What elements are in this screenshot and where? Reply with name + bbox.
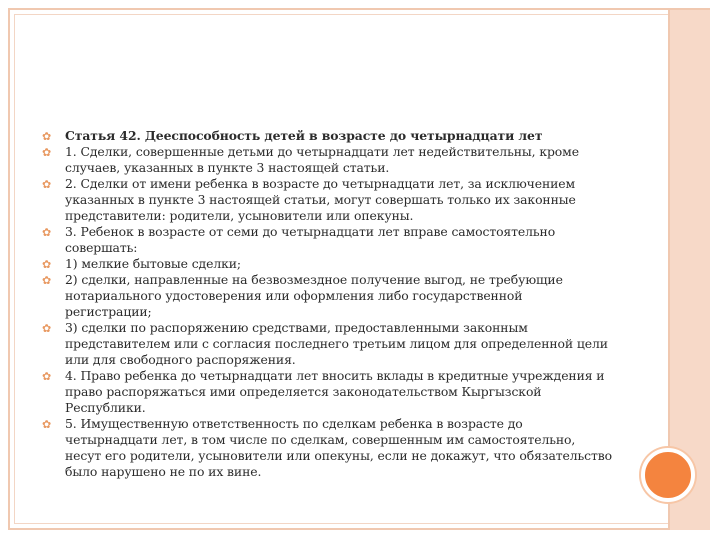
four-petal-bullet-icon: ✿	[42, 146, 52, 159]
list-item	[42, 224, 612, 256]
four-petal-bullet-icon: ✿	[42, 418, 52, 431]
list-item	[42, 368, 612, 416]
slide-content	[42, 128, 612, 480]
list-item-text: 4. Право ребенка до четырнадцати лет вносить вклады в кредитные учреждения и право распоряжаться ими определяется законодательством Кыргызской Республики.	[65, 368, 605, 415]
list-item	[42, 416, 612, 480]
list-item	[42, 144, 612, 176]
four-petal-bullet-icon: ✿	[42, 178, 52, 191]
list-item	[42, 176, 612, 224]
four-petal-bullet-icon: ✿	[42, 258, 52, 271]
list-item-text: 1) мелкие бытовые сделки;	[65, 256, 241, 271]
article-title-text: Статья 42. Дееспособность детей в возрасте до четырнадцати лет	[65, 128, 543, 143]
list-item-text: 3) сделки по распоряжению средствами, предоставленными законным представителем или с согласия последнего третьим лицом для определенной цели или для свободного распоряжения.	[65, 320, 608, 367]
list-item-text: 2) сделки, направленные на безвозмездное получение выгод, не требующие нотариального удостоверения или оформления либо государственной регистрации;	[65, 272, 563, 319]
list-item-text: 3. Ребенок в возрасте от семи до четырнадцати лет вправе самостоятельно совершать:	[65, 224, 556, 255]
list-item-text: 1. Сделки, совершенные детьми до четырнадцати лет недействительны, кроме случаев, указанных в пункте 3 настоящей статьи.	[65, 144, 579, 175]
four-petal-bullet-icon: ✿	[42, 322, 52, 335]
list-item	[42, 272, 612, 320]
list-item	[42, 320, 612, 368]
four-petal-bullet-icon: ✿	[42, 274, 52, 287]
accent-circle-icon	[641, 448, 695, 502]
article-title	[42, 128, 612, 144]
four-petal-bullet-icon: ✿	[42, 226, 52, 239]
list-item-text: 5. Имущественную ответственность по сделкам ребенка в возрасте до четырнадцати лет, в том числе по сделкам, совершенным им самостоятельно, несут его родители, усыновители или опекуны, если не докажут, что обязательство было нарушено не по их вине.	[65, 416, 612, 479]
list-item-text: 2. Сделки от имени ребенка в возрасте до четырнадцати лет, за исключением указанных в пункте 3 настоящей статьи, могут совершать только их законные представители: родители, усыновители или опекуны.	[65, 176, 576, 223]
list-item	[42, 256, 612, 272]
four-petal-bullet-icon: ✿	[42, 130, 52, 143]
four-petal-bullet-icon: ✿	[42, 370, 52, 383]
